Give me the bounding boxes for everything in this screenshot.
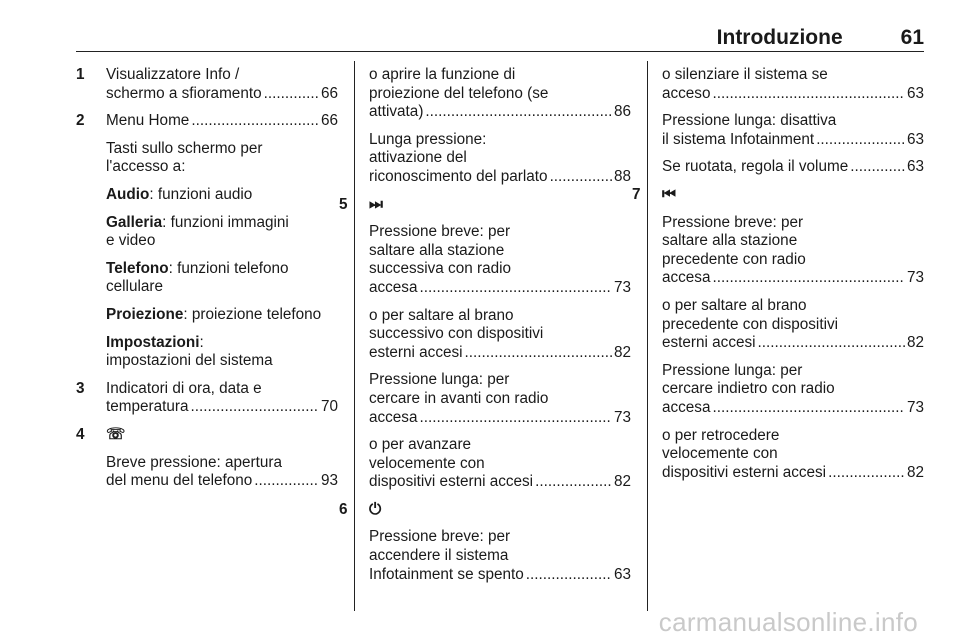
item-icon-line — [369, 196, 631, 215]
item-text — [662, 158, 924, 177]
page-ref: 66 — [320, 84, 338, 102]
item-number: 1 — [76, 66, 85, 83]
header-rule — [76, 51, 924, 52]
item-text: Impostazioni: impostazioni del sistema — [106, 333, 273, 370]
item-text: Indicatori di ora, data e temperatura ..... 70 — [106, 380, 338, 417]
item-text: Visualizzatore Info / schermo a sfioramento ..... 66 — [106, 66, 338, 103]
page-ref: 82 — [906, 334, 924, 352]
page-ref: 82 — [613, 473, 631, 491]
toc-entry: accesa ..... 73 — [369, 279, 631, 298]
item-icon-line — [106, 426, 338, 445]
toc-entry: dispositivi esterni accesi ..... 82 — [662, 464, 924, 483]
page-ref: 82 — [906, 463, 924, 481]
column-1 — [76, 66, 338, 500]
toc-entry: esterni accesi ..... 82 — [369, 344, 631, 363]
item-text: Pressione lunga: per cercare indietro con radio accesa ..... 73 — [662, 362, 924, 418]
toc-entry: acceso ..... 63 — [662, 85, 924, 104]
item-icon-line — [662, 186, 924, 205]
item-text: o silenziare il sistema se acceso ..... 63 — [662, 66, 924, 103]
toc-entry: il sistema Infotainment ..... 63 — [662, 131, 924, 150]
item-number: 3 — [76, 379, 85, 397]
page-ref: 66 — [320, 112, 338, 130]
item-text: o per avanzare velocemente con dispositivi esterni accesi ..... 82 — [369, 436, 631, 492]
toc-entry: Se ruotata, regola il volume ..... 63 — [662, 158, 924, 177]
list-item-6 — [339, 501, 631, 584]
list-item-2 — [76, 112, 338, 371]
item-text: Tasti sullo schermo per l'accesso a: — [106, 139, 263, 176]
list-item-3 — [76, 380, 338, 417]
toc-entry: temperatura ..... 70 — [106, 398, 338, 417]
section-title: Introduzione — [716, 26, 843, 49]
item-text: Proiezione: proiezione telefono — [106, 305, 322, 323]
item-text: Telefono: funzioni telefono cellulare — [106, 259, 289, 296]
item-icon-line — [369, 501, 631, 520]
page-ref: 73 — [906, 269, 924, 287]
page-ref: 63 — [906, 130, 924, 148]
toc-entry: esterni accesi ..... 82 — [662, 334, 924, 353]
item-text: Lunga pressione: attivazione del riconoscimento del parlato ..... 88 — [369, 131, 631, 187]
item-text: o per saltare al brano precedente con dispositivi esterni accesi ..... 82 — [662, 297, 924, 353]
list-item-5 — [339, 196, 631, 492]
previous-track-icon: ⏮ — [662, 185, 676, 203]
page-ref: 63 — [613, 565, 631, 583]
item-text: Pressione lunga: per cercare in avanti con radio accesa ..... 73 — [369, 371, 631, 427]
item-text: Breve pressione: apertura del menu del telefono ..... 93 — [106, 454, 338, 491]
page-ref: 73 — [613, 278, 631, 296]
list-item-7 — [632, 186, 924, 482]
item-text: Pressione breve: per accendere il sistema Infotainment se spento ..... 63 — [369, 528, 631, 584]
power-icon: ⏻ — [369, 500, 382, 518]
item-text — [106, 112, 338, 131]
page-ref: 73 — [613, 408, 631, 426]
toc-entry: del menu del telefono ..... 93 — [106, 472, 338, 491]
item-text: Galleria: funzioni immagini e video — [106, 213, 289, 250]
page-ref: 63 — [906, 84, 924, 102]
toc-entry: accesa ..... 73 — [662, 399, 924, 418]
item-number: 4 — [76, 425, 85, 443]
toc-entry: accesa ..... 73 — [662, 269, 924, 288]
item-text: Pressione breve: per saltare alla stazione precedente con radio accesa ..... 73 — [662, 214, 924, 288]
toc-entry: dispositivi esterni accesi ..... 82 — [369, 473, 631, 492]
toc-entry: attivata) ..... 86 — [369, 103, 631, 122]
toc-entry: Infotainment se spento ..... 63 — [369, 566, 631, 585]
item-number: 7 — [632, 185, 641, 203]
page-number: 61 — [900, 26, 924, 49]
page-ref: 70 — [320, 398, 338, 416]
column-2 — [339, 66, 631, 593]
page-ref: 86 — [613, 103, 631, 121]
phone-icon: ☏ — [106, 425, 126, 443]
next-track-icon: ⏭ — [369, 195, 383, 213]
item-number: 2 — [76, 112, 85, 130]
item-text: o per retrocedere velocemente con dispositivi esterni accesi ..... 82 — [662, 427, 924, 483]
page-header — [76, 26, 924, 52]
page-ref: 63 — [906, 158, 924, 176]
page-ref: 73 — [906, 398, 924, 416]
toc-entry: accesa ..... 73 — [369, 409, 631, 428]
item-number: 5 — [339, 195, 348, 213]
toc-entry: Menu Home ..... 66 — [106, 112, 338, 131]
item-text: Pressione lunga: disattiva il sistema Infotainment ..... 63 — [662, 112, 924, 149]
item-text: Audio: funzioni audio — [106, 185, 253, 203]
page-ref: 88 — [613, 167, 631, 185]
item-number: 6 — [339, 500, 348, 518]
column-3 — [632, 66, 924, 491]
item-text: Pressione breve: per saltare alla stazione successiva con radio accesa ..... 73 — [369, 223, 631, 297]
item-text: o aprire la funzione di proiezione del telefono (se attivata) ..... 86 — [369, 66, 631, 122]
item-text: o per saltare al brano successivo con dispositivi esterni accesi ..... 82 — [369, 307, 631, 363]
toc-entry: schermo a sfioramento ..... 66 — [106, 85, 338, 104]
list-item-1 — [76, 66, 338, 103]
page-ref: 82 — [613, 343, 631, 361]
list-item-4 — [76, 426, 338, 491]
page-ref: 93 — [320, 472, 338, 490]
toc-entry: riconoscimento del parlato ..... 88 — [369, 168, 631, 187]
watermark: carmanualsonline.info — [658, 607, 918, 637]
